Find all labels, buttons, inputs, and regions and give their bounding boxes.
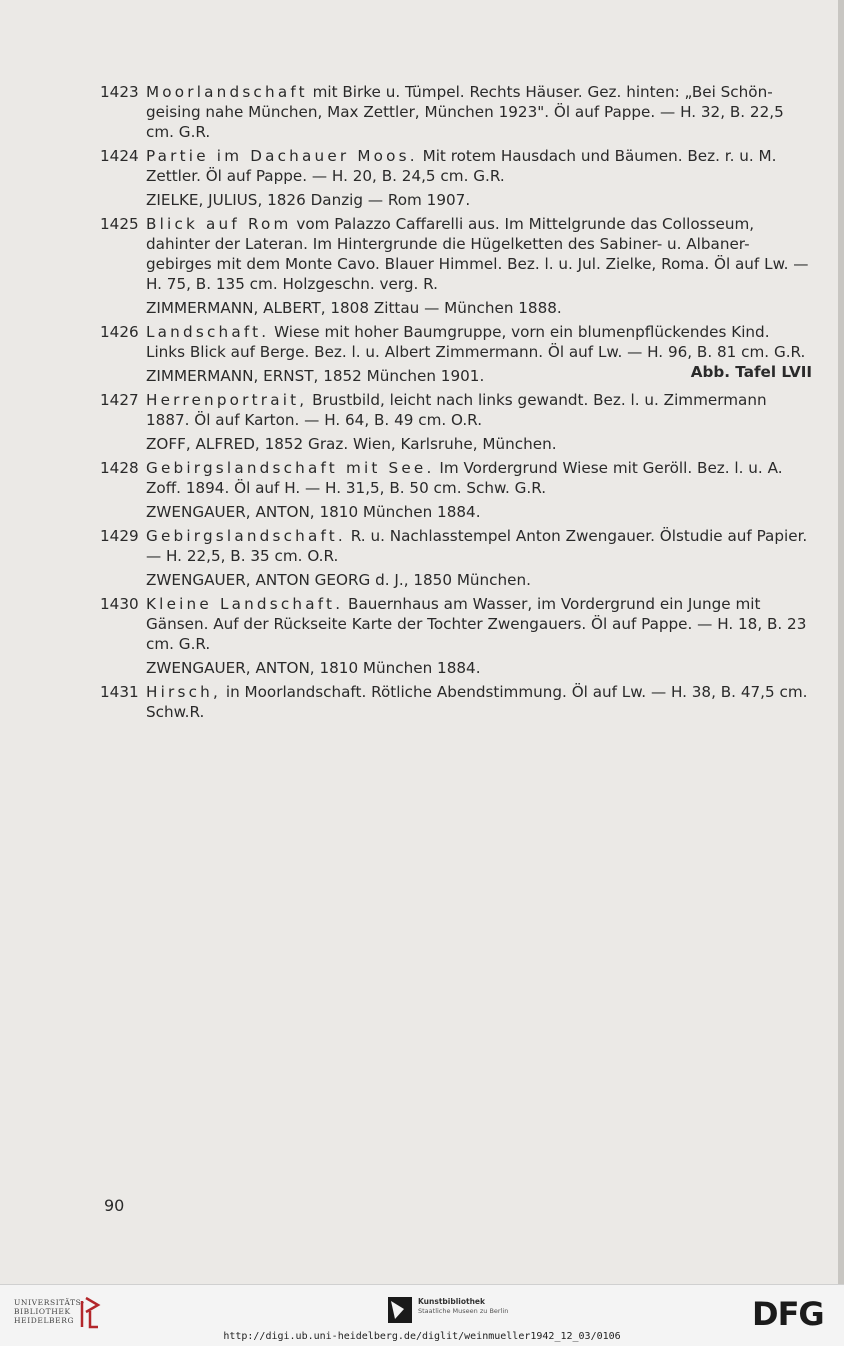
artwork-description: Wiese mit hoher Baumgruppe, vorn ein blumenpflückendes Kind. Links Blick auf Berge. Bez. l. u. Albert Zimmermann. Öl auf Lw. — H. 96, B. 81 cm. G.R. (146, 323, 806, 361)
artwork-title: Herrenportrait, (146, 391, 308, 409)
page-edge (838, 0, 844, 1284)
artwork-title: Gebirgslandschaft. (146, 527, 346, 545)
artwork-title: Partie im Dachauer Moos. (146, 147, 418, 165)
lot-number: 1431 (100, 683, 139, 701)
catalog-entry (100, 390, 812, 430)
artwork-description: R. u. Nachlasstempel Anton Zwengauer. Ölstudie auf Papier. — H. 22,5, B. 35 cm. O.R. (146, 527, 808, 565)
university-library-label (14, 1298, 85, 1325)
catalog-entry (100, 682, 812, 722)
artwork-title: Gebirgslandschaft mit See. (146, 459, 435, 477)
lot-number: 1426 (100, 323, 139, 341)
artwork-title: Kleine Landschaft. (146, 595, 344, 613)
page-number: 90 (104, 1196, 125, 1215)
lot-number: 1427 (100, 391, 139, 409)
lot-number: 1423 (100, 83, 139, 101)
source-url-link[interactable]: http://digi.ub.uni-heidelberg.de/diglit/weinmueller1942_12_03/0106 (223, 1331, 621, 1342)
artwork-description: Im Vordergrund Wiese mit Geröll. Bez. l. u. A. Zoff. 1894. Öl auf H. — H. 31,5, B. 50 cm. Schw. G.R. (146, 459, 783, 497)
artwork-description: in Moorlandschaft. Rötliche Abendstimmung. Öl auf Lw. — H. 38, B. 47,5 cm. Schw.R. (146, 683, 808, 721)
artwork-title: Blick auf Rom (146, 215, 292, 233)
catalog-entry (100, 146, 812, 186)
artist-heading: ZIMMERMANN, ALBERT, 1808 Zittau — München 1888. (146, 299, 562, 317)
artist-heading: ZIMMERMANN, ERNST, 1852 München 1901. (146, 367, 485, 385)
lot-number: 1428 (100, 459, 139, 477)
artwork-description: Mit rotem Hausdach und Bäumen. Bez. r. u. M. Zettler. Öl auf Pappe. — H. 20, B. 24,5 cm. G.R. (146, 147, 777, 185)
catalog-entry (100, 82, 812, 142)
artist-heading: ZWENGAUER, ANTON, 1810 München 1884. (146, 503, 481, 521)
artwork-description: Bauernhaus am Wasser, im Vordergrund ein Junge mit Gänsen. Auf der Rückseite Karte der Tochter Zwengauers. Öl auf Pappe. — H. 18, B. 23 cm. G.R. (146, 595, 807, 653)
lot-number: 1430 (100, 595, 139, 613)
kunstbibliothek-subtitle: Staatliche Museen zu Berlin (418, 1307, 509, 1315)
university-line-1: UNIVERSITÄTS- (14, 1298, 85, 1307)
artwork-description: Brustbild, leicht nach links gewandt. Bez. l. u. Zimmermann 1887. Öl auf Karton. — H. 64, B. 49 cm. O.R. (146, 391, 767, 429)
lot-number: 1429 (100, 527, 139, 545)
catalog-entry (100, 214, 812, 294)
lot-number: 1424 (100, 147, 139, 165)
artist-heading: ZWENGAUER, ANTON GEORG d. J., 1850 München. (146, 571, 531, 589)
artist-heading: ZIELKE, JULIUS, 1826 Danzig — Rom 1907. (146, 191, 471, 209)
kunstbibliothek-logo-icon (388, 1297, 412, 1323)
artist-heading: ZOFF, ALFRED, 1852 Graz. Wien, Karlsruhe, München. (146, 435, 557, 453)
catalog-entry (100, 458, 812, 498)
catalog-entry (100, 526, 812, 566)
catalog-entry (100, 594, 812, 654)
artwork-description: vom Palazzo Caffarelli aus. Im Mittelgrunde das Collosseum, dahinter der Lateran. Im Hintergrunde die Hügelketten des Sabiner- u. Albaner-gebirges mit dem Monte Cavo. Blauer Himmel. Bez. l. u. Jul. Zielke, Roma. Öl auf Lw. — H. 75, B. 135 cm. Holzgeschn. verg. R. (146, 215, 809, 293)
footer-bar (0, 1284, 844, 1346)
lot-number: 1425 (100, 215, 139, 233)
dfg-logo: DFG (752, 1295, 824, 1333)
artwork-description: mit Birke u. Tümpel. Rechts Häuser. Gez. hinten: „Bei Schön-geising nahe München, Max Zettler, München 1923". Öl auf Pappe. — H. 32, B. 22,5 cm. G.R. (146, 83, 784, 141)
kunstbibliothek-title: Kunstbibliothek (418, 1297, 486, 1306)
catalog-entries (100, 82, 812, 726)
university-logo-icon (78, 1295, 102, 1329)
artwork-title: Landschaft. (146, 323, 270, 341)
university-line-2: BIBLIOTHEK (14, 1307, 71, 1316)
artwork-title: Hirsch, (146, 683, 222, 701)
artist-heading: ZWENGAUER, ANTON, 1810 München 1884. (146, 659, 481, 677)
university-line-3: HEIDELBERG (14, 1316, 75, 1325)
plate-reference: Abb. Tafel LVII (690, 363, 812, 381)
artwork-title: Moorlandschaft (146, 83, 308, 101)
